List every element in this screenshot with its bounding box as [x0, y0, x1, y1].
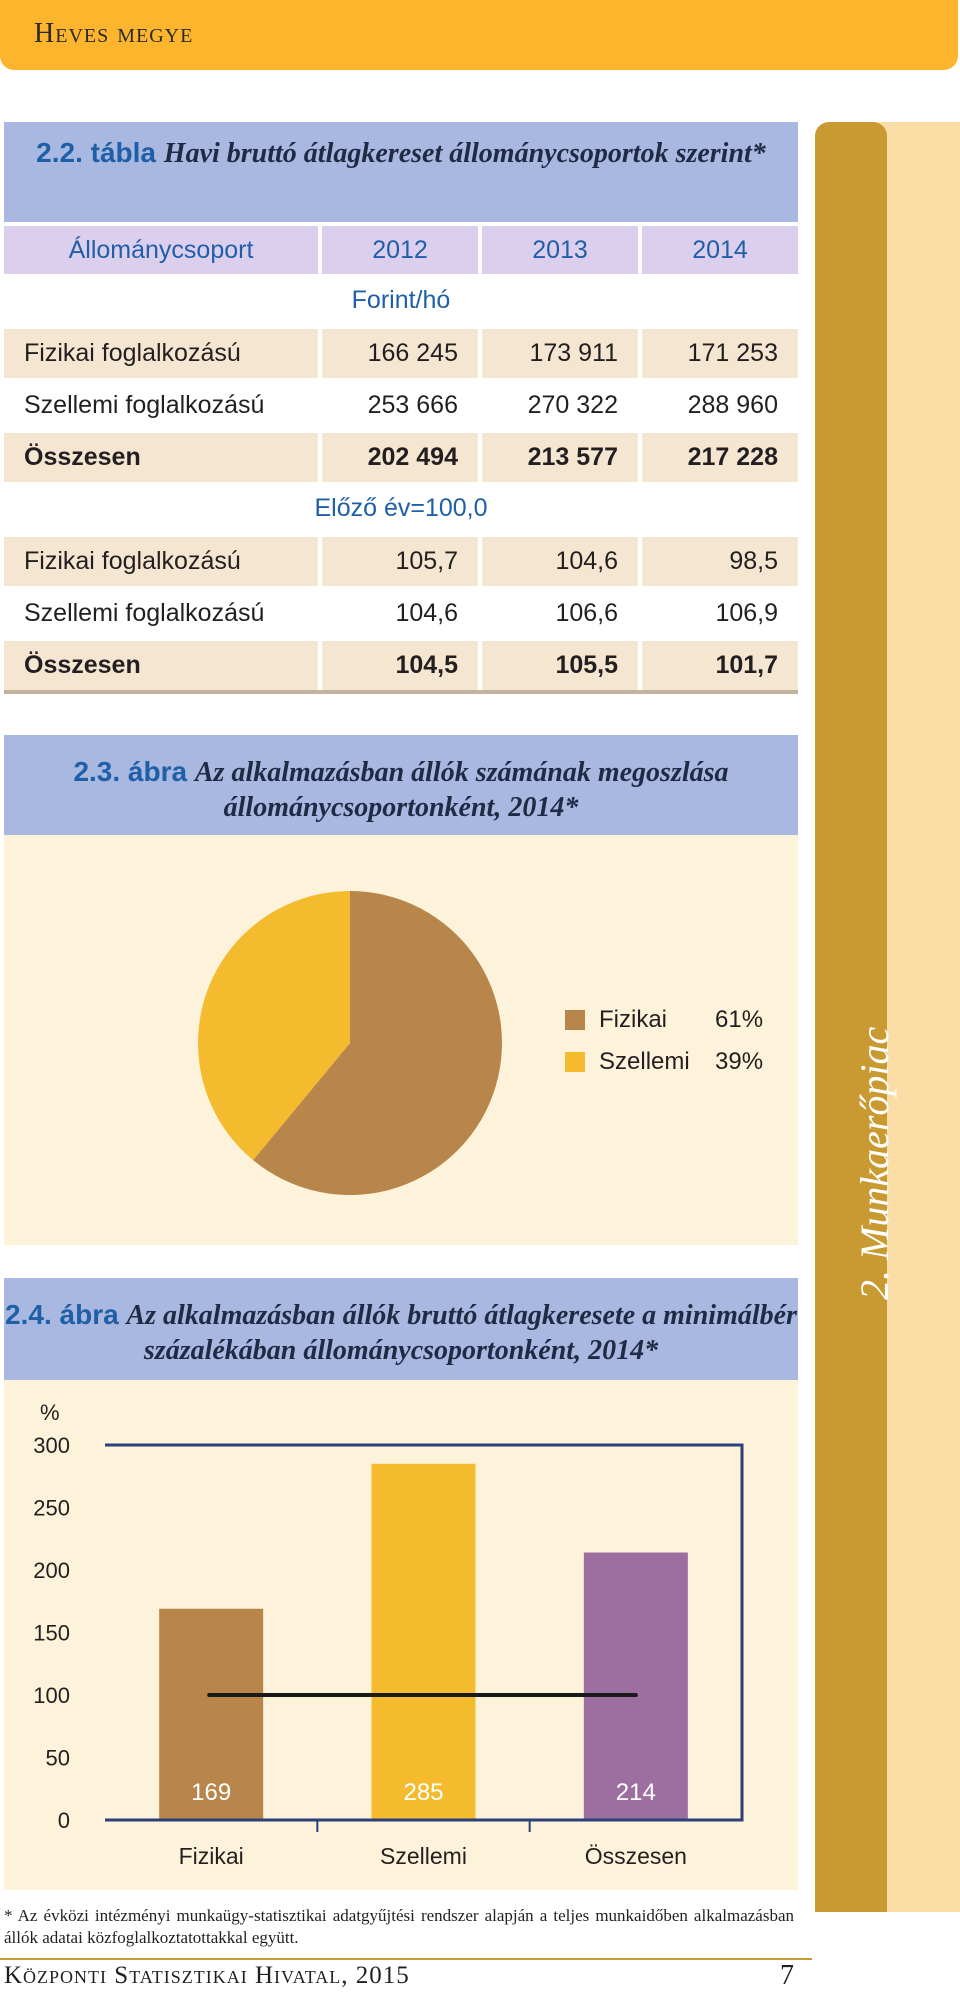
bar-value-label: 285: [403, 1779, 444, 1806]
cell: 105,5: [478, 638, 638, 690]
cell: 166 245: [318, 326, 478, 378]
cell: 101,7: [638, 638, 798, 690]
cell: 253 666: [318, 378, 478, 430]
legend-label: Fizikai: [599, 1006, 668, 1033]
table-row-total: [4, 638, 798, 690]
section-subheader: Előző év=100,0: [4, 482, 798, 534]
pie-chart-title: [4, 735, 798, 835]
cell: 202 494: [318, 430, 478, 482]
table-row: [4, 326, 798, 378]
table-title: [4, 122, 798, 222]
cell: 104,6: [478, 534, 638, 586]
bar-chart-caption: Az alkalmazásban állók bruttó átlagkeresete a minimálbér százalékában állománycsoportonként, 2014*: [126, 1300, 797, 1366]
legend-label: Szellemi: [599, 1048, 690, 1075]
legend-percent: 39%: [715, 1048, 764, 1075]
legend-percent: 61%: [715, 1006, 764, 1033]
y-tick-label: 250: [33, 1495, 70, 1521]
pie-chart-caption: Az alkalmazásban állók számának megoszlása állománycsoportonként, 2014*: [194, 757, 729, 823]
y-tick-label: 100: [33, 1683, 70, 1708]
column-header: 2013: [478, 222, 638, 274]
legend-swatch: [565, 1010, 585, 1030]
x-category-label: Szellemi: [380, 1843, 467, 1869]
row-label: Fizikai foglalkozású: [4, 534, 318, 586]
column-header: 2012: [318, 222, 478, 274]
table-number: 2.2. tábla: [36, 137, 157, 168]
table-header-row: [4, 222, 798, 274]
table-grid: [4, 222, 798, 690]
table-bottom-rule: [4, 690, 798, 694]
y-axis-unit: %: [40, 1400, 60, 1425]
cell: 288 960: [638, 378, 798, 430]
table-row-total: [4, 430, 798, 482]
y-tick-label: 200: [33, 1558, 70, 1583]
row-label: Összesen: [4, 638, 318, 690]
column-header: 2014: [638, 222, 798, 274]
legend-swatch: [565, 1052, 585, 1072]
section-subheader: Forint/hó: [4, 274, 798, 326]
bar-chart-number: 2.4. ábra: [5, 1299, 119, 1330]
table-row: [4, 534, 798, 586]
row-label: Fizikai foglalkozású: [4, 326, 318, 378]
row-label: Összesen: [4, 430, 318, 482]
cell: 104,6: [318, 586, 478, 638]
table-row: [4, 378, 798, 430]
row-label: Szellemi foglalkozású: [4, 378, 318, 430]
page-number: 7: [780, 1960, 794, 1991]
cell: 270 322: [478, 378, 638, 430]
footer-publisher: Központi Statisztikai Hivatal, 2015: [4, 1962, 410, 1989]
cell: 106,9: [638, 586, 798, 638]
footer-rule: [0, 1958, 812, 1960]
side-tab-label: 2. Munkaerőpiac: [852, 1026, 897, 1300]
x-category-label: Összesen: [584, 1843, 687, 1869]
header-title: Heves megye: [34, 18, 194, 49]
cell: 104,5: [318, 638, 478, 690]
x-category-label: Fizikai: [178, 1843, 244, 1869]
table-row: [4, 586, 798, 638]
bar-chart: [0, 1380, 800, 1900]
cell: 98,5: [638, 534, 798, 586]
row-label: Szellemi foglalkozású: [4, 586, 318, 638]
y-tick-label: 0: [57, 1808, 70, 1833]
cell: 171 253: [638, 326, 798, 378]
cell: 105,7: [318, 534, 478, 586]
side-tab: [815, 122, 887, 1912]
footnote: * Az évközi intézményi munkaügy-statisztikai adatgyűjtési rendszer alapján a teljes munkaidőben alkalmazásban állók adatai közfoglalkoztatottakkal együtt.: [4, 1906, 794, 1947]
pie-chart: [195, 888, 505, 1198]
bar-value-label: 214: [615, 1779, 656, 1806]
cell: 173 911: [478, 326, 638, 378]
table-caption: Havi bruttó átlagkereset állománycsoportok szerint*: [163, 138, 766, 169]
pie-chart-number: 2.3. ábra: [73, 756, 188, 787]
cell: 213 577: [478, 430, 638, 482]
cell: 106,6: [478, 586, 638, 638]
bar-value-label: 169: [191, 1779, 232, 1806]
column-header: Állománycsoport: [4, 222, 318, 274]
y-tick-label: 300: [33, 1433, 70, 1458]
bar-szellemi: [372, 1464, 476, 1820]
y-tick-label: 150: [33, 1620, 70, 1646]
cell: 217 228: [638, 430, 798, 482]
y-tick-label: 50: [45, 1745, 70, 1771]
salary-table: [4, 122, 798, 694]
bar-chart-title: [4, 1278, 798, 1380]
